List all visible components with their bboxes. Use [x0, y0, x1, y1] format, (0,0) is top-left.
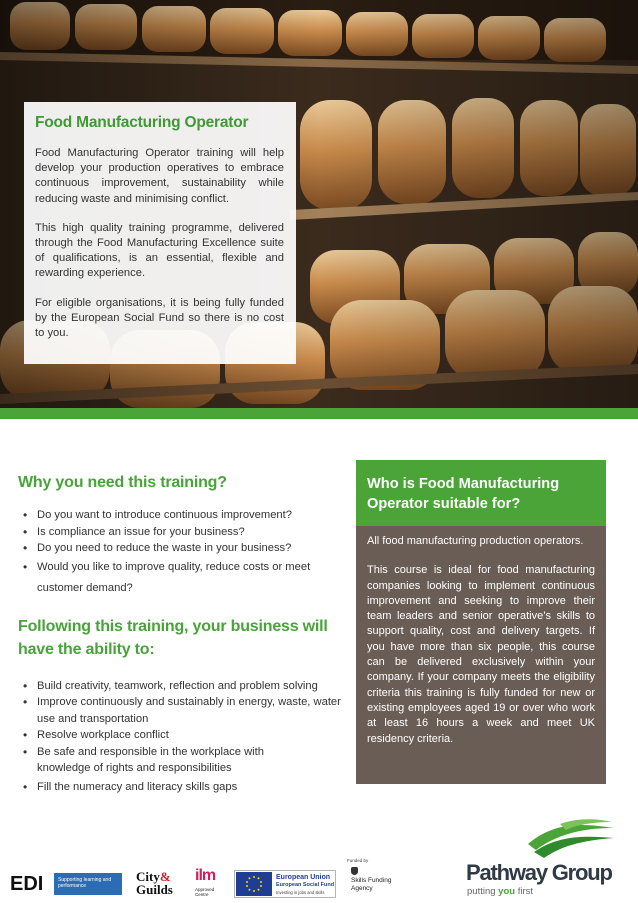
pathway-tagline [467, 886, 533, 897]
who-paragraph: This course is ideal for food manufacturing companies looking to implement continuous improvement and seeking to improve their team leaders and senior operative’s skills to support quality, cost and delivery targets. If you have more than six people, this course can be delivered exclusively within your company. If your company meets the eligibility criteria this training is fully funded for new or existing employees aged 19 or over who work at least 16 hours a week and meet UK residency criteria. [367, 564, 595, 745]
list-item: • Do you need to reduce the waste in your business? [18, 540, 348, 557]
tag-you: you [498, 886, 516, 897]
edi-mark: EDI [10, 873, 44, 895]
green-divider-bar [0, 408, 638, 419]
list-item: • Is compliance an issue for your business? [18, 524, 348, 541]
pathway-name: Pathway Group [466, 860, 612, 885]
list-item: • Be safe and responsible in the workplace with knowledge of rights and responsibilities [18, 744, 308, 777]
edi-tag-box [54, 873, 122, 895]
eu-flag-icon [236, 872, 272, 896]
pathway-group-logo [466, 820, 626, 903]
sfa-name: Skills Funding Agency [351, 877, 392, 892]
city-guilds-line1: City [136, 869, 160, 884]
ilm-logo [195, 868, 223, 897]
crest-icon [351, 867, 358, 875]
intro-paragraph: For eligible organisations, it is being fully funded by the European Social Fund so there is no cost to you. [35, 296, 284, 340]
list-item: • Fill the numeracy and literacy skills gaps [18, 779, 348, 796]
footer-logos [0, 820, 638, 903]
sfa-funded-by: Funded by [347, 858, 369, 863]
left-column [18, 474, 348, 795]
esf-line2: European Social Fund [276, 882, 335, 888]
city-guilds-amp: & [159, 869, 171, 884]
following-heading: Following this training, your business will have the ability to: [18, 617, 328, 658]
sfa-logo [347, 858, 407, 892]
following-list [18, 678, 348, 796]
edi-tag: Supporting learning and performance [58, 877, 112, 889]
esf-line1: European Union [276, 874, 331, 881]
who-paragraph: All food manufacturing production operators. [367, 535, 584, 547]
list-item: • Would you like to improve quality, reduce costs or meet customer demand? [18, 557, 333, 599]
intro-panel [24, 102, 296, 364]
ilm-sub: Approved Centre [195, 887, 215, 897]
city-guilds-logo [136, 870, 173, 896]
esf-logo [234, 870, 336, 898]
ilm-mark: ilm [195, 867, 216, 884]
list-item: • Build creativity, teamwork, reflection and problem solving [18, 678, 318, 695]
intro-paragraph: Food Manufacturing Operator training will help develop your production operatives to embrace continuous improvement, sustainability while reducing waste and minimising conflict. [35, 147, 284, 205]
who-panel [356, 526, 606, 784]
intro-title: Food Manufacturing Operator [35, 114, 249, 131]
edi-logo [10, 873, 122, 895]
swoosh-icon [526, 818, 616, 862]
who-heading: Who is Food Manufacturing Operator suitable for? [367, 476, 560, 512]
why-list [18, 507, 348, 599]
list-item: • Resolve workplace conflict [18, 727, 348, 744]
intro-paragraph: This high quality training programme, delivered through the Food Manufacturing Excellence suite of qualifications, is an essential, flexible and rewarding experience. [35, 221, 284, 280]
tag-before: putting [467, 886, 499, 897]
city-guilds-line2: Guilds [136, 882, 173, 897]
list-item: • Do you want to introduce continuous improvement? [18, 507, 348, 524]
why-heading: Why you need this training? [18, 474, 227, 491]
esf-line3: Investing in jobs and skills [276, 890, 325, 895]
list-item: • Improve continuously and sustainably in energy, waste, water use and transportation [18, 694, 343, 727]
who-heading-box [356, 460, 606, 526]
tag-after: first [515, 886, 534, 897]
